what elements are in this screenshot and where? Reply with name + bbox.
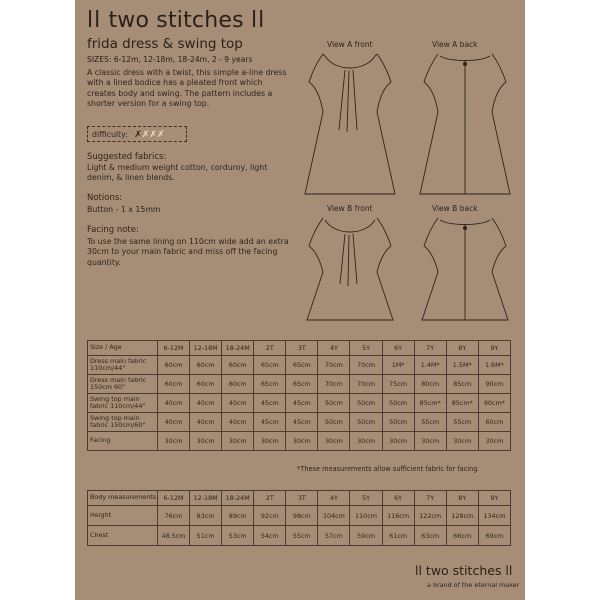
table-cell: 30cm xyxy=(254,432,286,451)
table-cell: 59cm xyxy=(350,526,382,546)
table-header-row xyxy=(88,491,511,506)
facing-text: To use the same lining on 110cm wide add an extra 30cm to your main fabric and miss off the facing quantity. xyxy=(87,237,289,267)
facing-heading: Facing note: xyxy=(87,225,139,235)
table-cell: 1M* xyxy=(382,356,414,375)
table-header-cell: 5Y xyxy=(350,491,382,506)
table-cell: 85cm* xyxy=(414,394,446,413)
table-cell: 50cm xyxy=(350,394,382,413)
view-a-front-illustration xyxy=(295,50,405,200)
row-label: Facing xyxy=(88,432,158,451)
table-header-cell: 8Y xyxy=(446,341,478,356)
table-row xyxy=(88,356,511,375)
table-cell: 45cm xyxy=(254,413,286,432)
row-label: Dress main fabric 110cm/44" xyxy=(88,356,158,375)
table-header-cell: 18-24M xyxy=(222,491,254,506)
row-label: Dress main fabric 150cm 60" xyxy=(88,375,158,394)
table-cell: 40cm xyxy=(190,394,222,413)
view-a-front-label: View A front xyxy=(327,40,373,49)
table-cell: 134cm xyxy=(478,506,510,526)
table-cell: 30cm xyxy=(318,432,350,451)
table-cell: 30cm xyxy=(478,432,510,451)
table-cell: 50cm xyxy=(382,394,414,413)
table-cell: 51cm xyxy=(190,526,222,546)
table-cell: 65cm xyxy=(254,375,286,394)
table-cell: 70cm xyxy=(350,375,382,394)
table-cell: 80cm xyxy=(414,375,446,394)
table-cell: 90cm* xyxy=(478,394,510,413)
table-cell: 60cm xyxy=(222,356,254,375)
table-cell: 110cm xyxy=(350,506,382,526)
table-cell: 92cm xyxy=(254,506,286,526)
table-header-cell: 12-18M xyxy=(190,341,222,356)
table-cell: 50cm xyxy=(318,394,350,413)
difficulty-label: difficulty: xyxy=(92,130,128,139)
table-cell: 53cm xyxy=(222,526,254,546)
notions-text: Button - 1 x 15mm xyxy=(87,205,161,214)
table-header-cell: 5Y xyxy=(350,341,382,356)
table-cell: 83cm xyxy=(190,506,222,526)
table-cell: 50cm xyxy=(350,413,382,432)
table-header-cell: 8Y xyxy=(446,491,478,506)
notions-heading: Notions: xyxy=(87,193,123,203)
table-row xyxy=(88,526,511,546)
table-cell: 40cm xyxy=(190,413,222,432)
brand-title xyxy=(87,8,265,33)
table-cell: 30cm xyxy=(222,432,254,451)
table-header-cell: 3T xyxy=(286,341,318,356)
fabrics-text: Light & medium weight cotton, corduroy, light denim, & linen blends. xyxy=(87,163,268,183)
row-label: Chest xyxy=(88,526,158,546)
table-row xyxy=(88,375,511,394)
table-header-cell: 6-12M xyxy=(158,341,190,356)
table-header-cell: 6-12M xyxy=(158,491,190,506)
row-label: Swing top main fabric 110cm/44" xyxy=(88,394,158,413)
table-cell: 76cm xyxy=(158,506,190,526)
description: A classic dress with a twist, this simple a-line dress with a lined bodice has a pleated front which creates body and swing. The pattern includes a shorter version for a swing top. xyxy=(87,68,287,108)
brand-name: two stitches xyxy=(108,8,244,33)
table-cell: 60cm xyxy=(190,375,222,394)
view-b-back-label: View B back xyxy=(432,204,478,213)
table-header-cell: 4Y xyxy=(318,491,350,506)
table-cell: 1.6M* xyxy=(478,356,510,375)
table-cell: 30cm xyxy=(414,432,446,451)
table-header-cell: 12-18M xyxy=(190,491,222,506)
row-label: Height xyxy=(88,506,158,526)
footer-tagline: a brand of the eternal maker xyxy=(427,581,520,589)
fabrics-heading: Suggested fabrics: xyxy=(87,152,167,162)
table-cell: 85cm xyxy=(446,375,478,394)
table-header-cell: 4Y xyxy=(318,341,350,356)
table-cell: 85cm* xyxy=(446,394,478,413)
difficulty-box xyxy=(87,126,187,142)
table-cell: 30cm xyxy=(286,432,318,451)
brand-bars-left: ll xyxy=(87,8,102,33)
table-cell: 40cm xyxy=(222,413,254,432)
table-cell: 1.5M* xyxy=(446,356,478,375)
table-cell: 70cm xyxy=(318,375,350,394)
table-cell: 55cm xyxy=(414,413,446,432)
table-cell: 61cm xyxy=(382,526,414,546)
table-cell: 60cm xyxy=(158,375,190,394)
table-cell: 45cm xyxy=(286,413,318,432)
table-row xyxy=(88,394,511,413)
sizes-line: SIZES: 6-12m, 12-18m, 18-24m, 2 - 9 years xyxy=(87,55,253,64)
pattern-title: frida dress & swing top xyxy=(87,36,243,52)
table-header-cell: 3T xyxy=(286,491,318,506)
table-cell: 98cm xyxy=(286,506,318,526)
table-cell: 122cm xyxy=(414,506,446,526)
table-cell: 40cm xyxy=(158,394,190,413)
table-cell: 63cm xyxy=(414,526,446,546)
table-cell: 30cm xyxy=(382,432,414,451)
table-cell: 45cm xyxy=(254,394,286,413)
table-row xyxy=(88,506,511,526)
table-cell: 75cm xyxy=(382,375,414,394)
table-cell: 69cm xyxy=(478,526,510,546)
table-header-cell: 9Y xyxy=(478,341,510,356)
table-cell: 30cm xyxy=(446,432,478,451)
fabric-table-note: *These measurements allow sufficient fabric for facing xyxy=(297,465,478,473)
table-cell: 55cm xyxy=(286,526,318,546)
table-cell: 66cm xyxy=(446,526,478,546)
table-cell: 70cm xyxy=(318,356,350,375)
table-header-cell: Body measurements xyxy=(88,491,158,506)
table-cell: 50cm xyxy=(382,413,414,432)
table-cell: 1.4M* xyxy=(414,356,446,375)
table-cell: 65cm xyxy=(254,356,286,375)
table-cell: 45cm xyxy=(286,394,318,413)
table-cell: 55cm xyxy=(446,413,478,432)
view-a-back-illustration xyxy=(410,50,520,200)
table-cell: 90cm xyxy=(478,375,510,394)
table-cell: 48.5cm xyxy=(158,526,190,546)
table-cell: 70cm xyxy=(350,356,382,375)
fabric-requirements-table xyxy=(87,340,511,451)
table-cell: 30cm xyxy=(190,432,222,451)
table-header-cell: Size / Age xyxy=(88,341,158,356)
table-cell: 128cm xyxy=(446,506,478,526)
table-header-cell: 18-24M xyxy=(222,341,254,356)
table-cell: 65cm xyxy=(286,356,318,375)
table-header-cell: 6Y xyxy=(382,341,414,356)
table-row xyxy=(88,432,511,451)
footer-brand: ll two stitches ll xyxy=(415,563,513,578)
body-measurements-table xyxy=(87,490,511,546)
table-cell: 40cm xyxy=(158,413,190,432)
table-header-cell: 7Y xyxy=(414,341,446,356)
table-header-cell: 9Y xyxy=(478,491,510,506)
table-cell: 40cm xyxy=(222,394,254,413)
table-cell: 30cm xyxy=(350,432,382,451)
difficulty-mark-filled: ✗ xyxy=(134,130,142,140)
view-b-back-illustration xyxy=(410,214,520,326)
table-cell: 60cm xyxy=(478,413,510,432)
table-cell: 54cm xyxy=(254,526,286,546)
table-cell: 116cm xyxy=(382,506,414,526)
view-a-back-label: View A back xyxy=(432,40,478,49)
table-row xyxy=(88,413,511,432)
table-header-cell: 6Y xyxy=(382,491,414,506)
table-cell: 60cm xyxy=(158,356,190,375)
table-cell: 104cm xyxy=(318,506,350,526)
table-header-cell: 2T xyxy=(254,341,286,356)
row-label: Swing top main fabric 150cm/60" xyxy=(88,413,158,432)
view-b-front-label: View B front xyxy=(327,204,373,213)
view-b-front-illustration xyxy=(295,214,405,326)
table-cell: 30cm xyxy=(158,432,190,451)
pattern-envelope xyxy=(75,0,525,600)
table-cell: 60cm xyxy=(190,356,222,375)
table-header-cell: 2T xyxy=(254,491,286,506)
table-header-cell: 7Y xyxy=(414,491,446,506)
brand-bars-right: ll xyxy=(250,8,266,33)
table-cell: 50cm xyxy=(318,413,350,432)
table-cell: 65cm xyxy=(286,375,318,394)
table-cell: 60cm xyxy=(222,375,254,394)
table-header-row xyxy=(88,341,511,356)
table-cell: 89cm xyxy=(222,506,254,526)
difficulty-rating xyxy=(134,130,164,140)
table-cell: 57cm xyxy=(318,526,350,546)
difficulty-mark-empty: ✗✗✗ xyxy=(141,130,165,140)
